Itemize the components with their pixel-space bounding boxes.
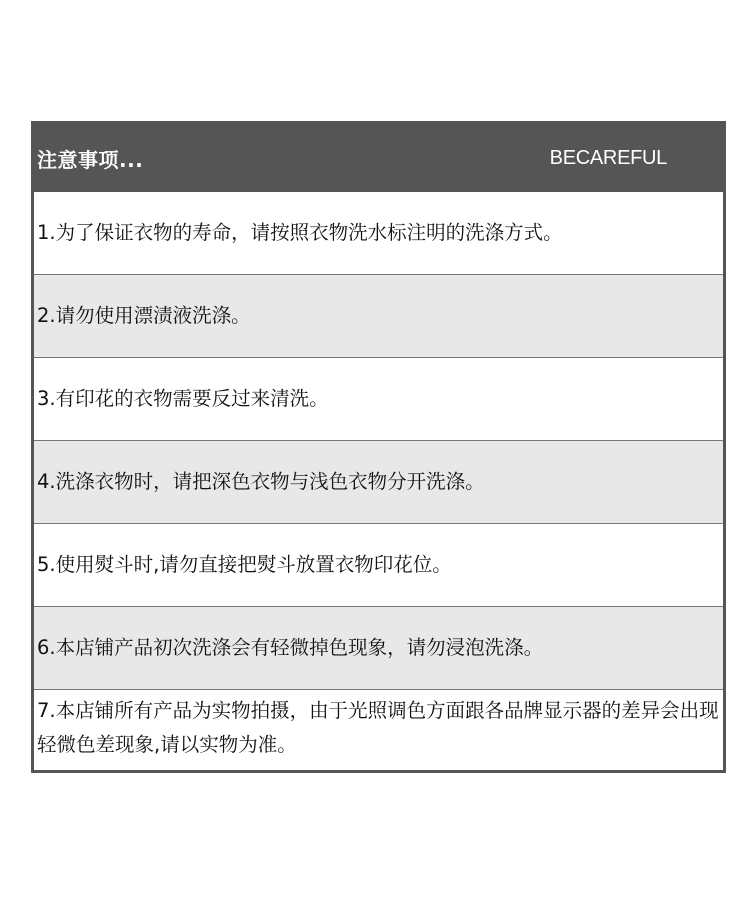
notice-item-7: 7.本店铺所有产品为实物拍摄，由于光照调色方面跟各品牌显示器的差异会出现轻微色差现象,请以实物为准。 xyxy=(34,689,723,770)
notice-item-4: 4.洗涤衣物时，请把深色衣物与浅色衣物分开洗涤。 xyxy=(34,440,723,523)
notice-item-3: 3.有印花的衣物需要反过来清洗。 xyxy=(34,357,723,440)
notice-list xyxy=(34,192,723,770)
notice-item-1: 1.为了保证衣物的寿命，请按照衣物洗水标注明的洗涤方式。 xyxy=(37,221,563,244)
notice-subtitle: BECAREFUL xyxy=(549,146,667,169)
notice-item-6: 6.本店铺产品初次洗涤会有轻微掉色现象，请勿浸泡洗涤。 xyxy=(34,606,723,689)
care-notice-panel xyxy=(31,121,726,773)
notice-title: 注意事项... xyxy=(37,147,144,172)
notice-item-2: 2.请勿使用漂渍液洗涤。 xyxy=(34,274,723,357)
notice-item-5: 5.使用熨斗时,请勿直接把熨斗放置衣物印花位。 xyxy=(34,523,723,606)
notice-header xyxy=(34,124,723,192)
